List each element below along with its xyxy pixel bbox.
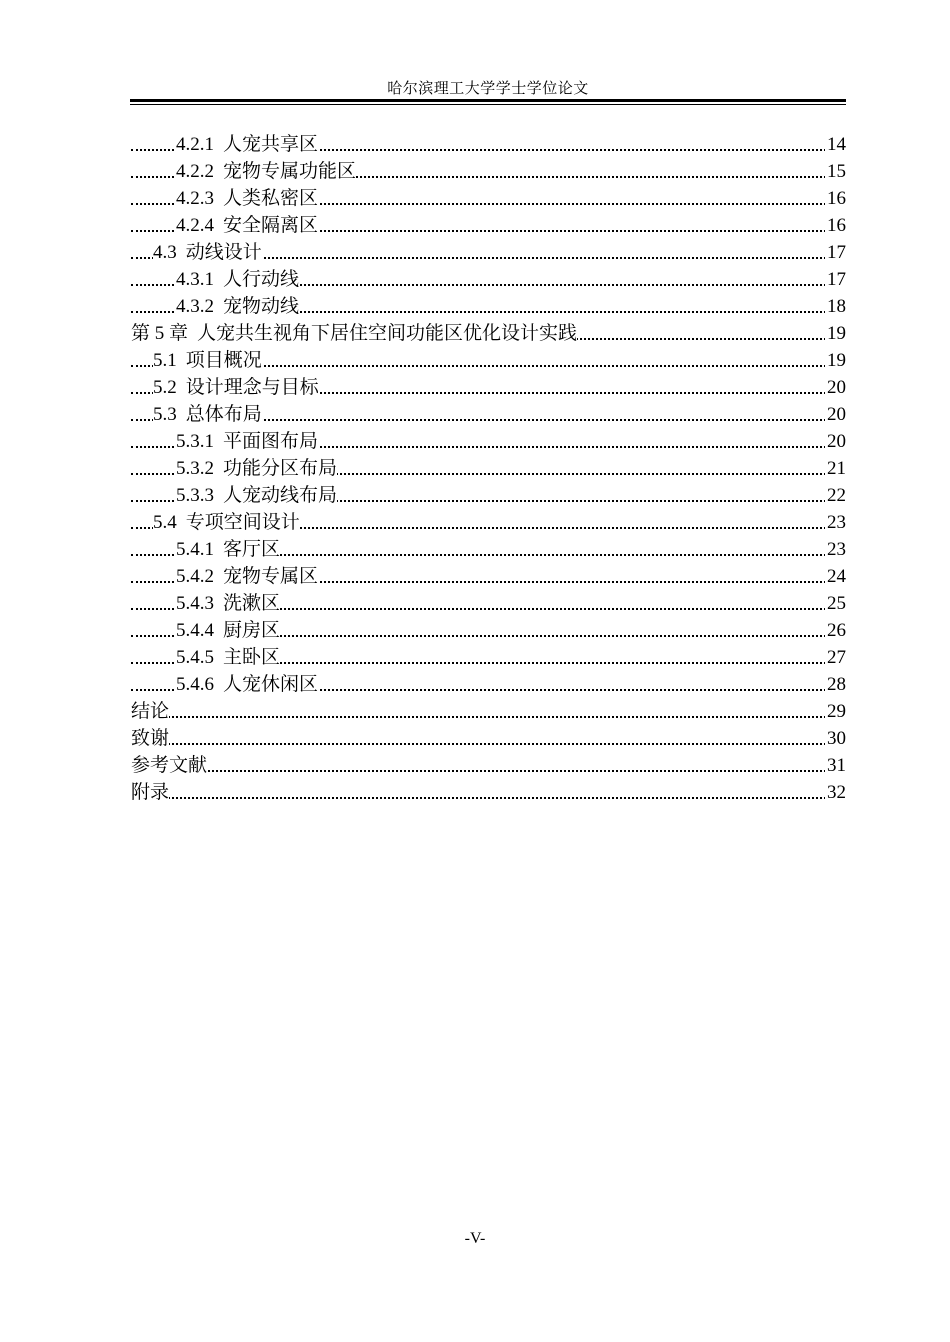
toc-entry[interactable] [131, 455, 846, 482]
toc-entry[interactable] [131, 374, 846, 401]
toc-entry-title [176, 644, 280, 671]
toc-entry[interactable] [131, 563, 846, 590]
toc-entry-text: 洗漱区 [223, 592, 281, 614]
toc-entry-title [176, 671, 318, 698]
toc-entry-number: 4.2.4 [176, 215, 214, 236]
toc-entry-page: 25 [825, 590, 846, 617]
toc-entry[interactable] [131, 617, 846, 644]
toc-entry-title [131, 698, 169, 725]
toc-entry-text: 专项空间设计 [185, 511, 300, 533]
toc-entry-text: 项目概况 [185, 349, 262, 371]
toc-entry[interactable] [131, 752, 846, 779]
toc-entry-text: 厨房区 [223, 619, 281, 641]
toc-entry-title [176, 185, 318, 212]
toc-entry-page: 26 [825, 617, 846, 644]
toc-entry-text: 人类私密区 [223, 187, 319, 209]
toc-entry-number: 5.4.4 [176, 620, 214, 641]
header-rule-thick [130, 99, 846, 102]
toc-entry-page: 28 [825, 671, 846, 698]
toc-entry[interactable] [131, 158, 846, 185]
toc-entry-page: 24 [825, 563, 846, 590]
table-of-contents [131, 131, 846, 806]
toc-entry-text: 人行动线 [223, 268, 300, 290]
toc-entry-title [131, 320, 577, 347]
toc-entry-page: 29 [825, 698, 846, 725]
header-rule-thin [130, 104, 846, 105]
toc-entry-title [176, 455, 337, 482]
toc-entry[interactable] [131, 266, 846, 293]
toc-entry[interactable] [131, 779, 846, 806]
toc-entry-page: 32 [825, 779, 846, 806]
toc-entry-number: 5.3.2 [176, 458, 214, 479]
toc-entry-title [176, 617, 280, 644]
toc-entry-title [176, 536, 280, 563]
toc-entry-title [176, 482, 337, 509]
toc-entry-number: 5.3.1 [176, 431, 214, 452]
toc-entry-number: 5.3 [153, 404, 177, 425]
toc-entry[interactable] [131, 644, 846, 671]
toc-entry-text: 人宠休闲区 [223, 673, 319, 695]
toc-entry[interactable] [131, 671, 846, 698]
toc-entry-text: 人宠共生视角下居住空间功能区优化设计实践 [197, 322, 578, 344]
toc-entry-number: 4.3 [153, 242, 177, 263]
toc-entry-text: 人宠动线布局 [223, 484, 338, 506]
toc-entry[interactable] [131, 725, 846, 752]
toc-entry-title [176, 266, 299, 293]
toc-entry-page: 23 [825, 536, 846, 563]
toc-entry-text: 宠物动线 [223, 295, 300, 317]
toc-entry-title [176, 563, 318, 590]
toc-entry-title [153, 347, 262, 374]
toc-entry-number: 5.4.2 [176, 566, 214, 587]
toc-entry-number: 5.4 [153, 512, 177, 533]
toc-entry-number: 5.1 [153, 350, 177, 371]
toc-entry[interactable] [131, 482, 846, 509]
toc-entry-page: 22 [825, 482, 846, 509]
toc-entry-title [176, 158, 356, 185]
toc-entry-page: 23 [825, 509, 846, 536]
toc-entry-title [153, 374, 319, 401]
running-header: 哈尔滨理工大学学士学位论文 [387, 79, 589, 97]
toc-entry-page: 16 [825, 185, 846, 212]
toc-entry[interactable] [131, 212, 846, 239]
toc-entry-text: 附录 [131, 781, 170, 803]
toc-entry-number: 5.4.3 [176, 593, 214, 614]
toc-entry[interactable] [131, 536, 846, 563]
toc-entry-page: 30 [825, 725, 846, 752]
toc-entry[interactable] [131, 131, 846, 158]
toc-entry-page: 20 [825, 428, 846, 455]
toc-entry-text: 总体布局 [185, 403, 262, 425]
toc-entry-text: 结论 [131, 700, 170, 722]
toc-entry-page: 20 [825, 401, 846, 428]
toc-entry-text: 人宠共享区 [223, 133, 319, 155]
toc-entry[interactable] [131, 401, 846, 428]
toc-entry-number: 第 5 章 [131, 323, 189, 344]
toc-entry-number: 4.3.2 [176, 296, 214, 317]
toc-entry-number: 5.4.1 [176, 539, 214, 560]
toc-entry[interactable] [131, 293, 846, 320]
page-number: -V- [464, 1230, 486, 1247]
toc-entry-page: 17 [825, 239, 846, 266]
toc-entry-text: 动线设计 [185, 241, 262, 263]
toc-entry-title [176, 590, 280, 617]
toc-entry-page: 19 [825, 347, 846, 374]
toc-entry-number: 5.2 [153, 377, 177, 398]
toc-entry-number: 5.4.6 [176, 674, 214, 695]
toc-entry-title [176, 428, 318, 455]
toc-entry-text: 致谢 [131, 727, 170, 749]
toc-entry-text: 主卧区 [223, 646, 281, 668]
toc-entry[interactable] [131, 347, 846, 374]
toc-entry-title [131, 725, 169, 752]
toc-entry-text: 功能分区布局 [223, 457, 338, 479]
toc-entry-page: 18 [825, 293, 846, 320]
toc-entry[interactable] [131, 698, 846, 725]
toc-entry-page: 15 [825, 158, 846, 185]
toc-entry-page: 16 [825, 212, 846, 239]
toc-entry-title [176, 293, 299, 320]
toc-entry[interactable] [131, 320, 846, 347]
toc-entry-number: 4.3.1 [176, 269, 214, 290]
toc-entry-page: 20 [825, 374, 846, 401]
toc-entry-page: 27 [825, 644, 846, 671]
toc-entry[interactable] [131, 185, 846, 212]
toc-entry-number: 4.2.3 [176, 188, 214, 209]
toc-entry-title [153, 239, 262, 266]
toc-entry-title [131, 752, 207, 779]
toc-entry-text: 宠物专属功能区 [223, 160, 357, 182]
toc-entry-text: 安全隔离区 [223, 214, 319, 236]
toc-entry[interactable] [131, 428, 846, 455]
toc-entry-text: 设计理念与目标 [185, 376, 319, 398]
toc-entry-number: 4.2.2 [176, 161, 214, 182]
toc-entry-text: 参考文献 [131, 754, 208, 776]
toc-entry-title [176, 131, 318, 158]
toc-entry-title [176, 212, 318, 239]
toc-entry-text: 宠物专属区 [223, 565, 319, 587]
toc-entry-number: 5.3.3 [176, 485, 214, 506]
toc-entry-title [153, 401, 262, 428]
toc-entry-page: 31 [825, 752, 846, 779]
toc-entry-page: 19 [825, 320, 846, 347]
toc-entry-number: 4.2.1 [176, 134, 214, 155]
toc-entry-number: 5.4.5 [176, 647, 214, 668]
toc-entry[interactable] [131, 509, 846, 536]
toc-entry[interactable] [131, 590, 846, 617]
toc-entry-title [153, 509, 300, 536]
toc-entry-title [131, 779, 169, 806]
toc-entry-text: 平面图布局 [223, 430, 319, 452]
toc-entry-page: 17 [825, 266, 846, 293]
toc-entry-text: 客厅区 [223, 538, 281, 560]
toc-entry-page: 21 [825, 455, 846, 482]
toc-entry[interactable] [131, 239, 846, 266]
toc-entry-page: 14 [825, 131, 846, 158]
